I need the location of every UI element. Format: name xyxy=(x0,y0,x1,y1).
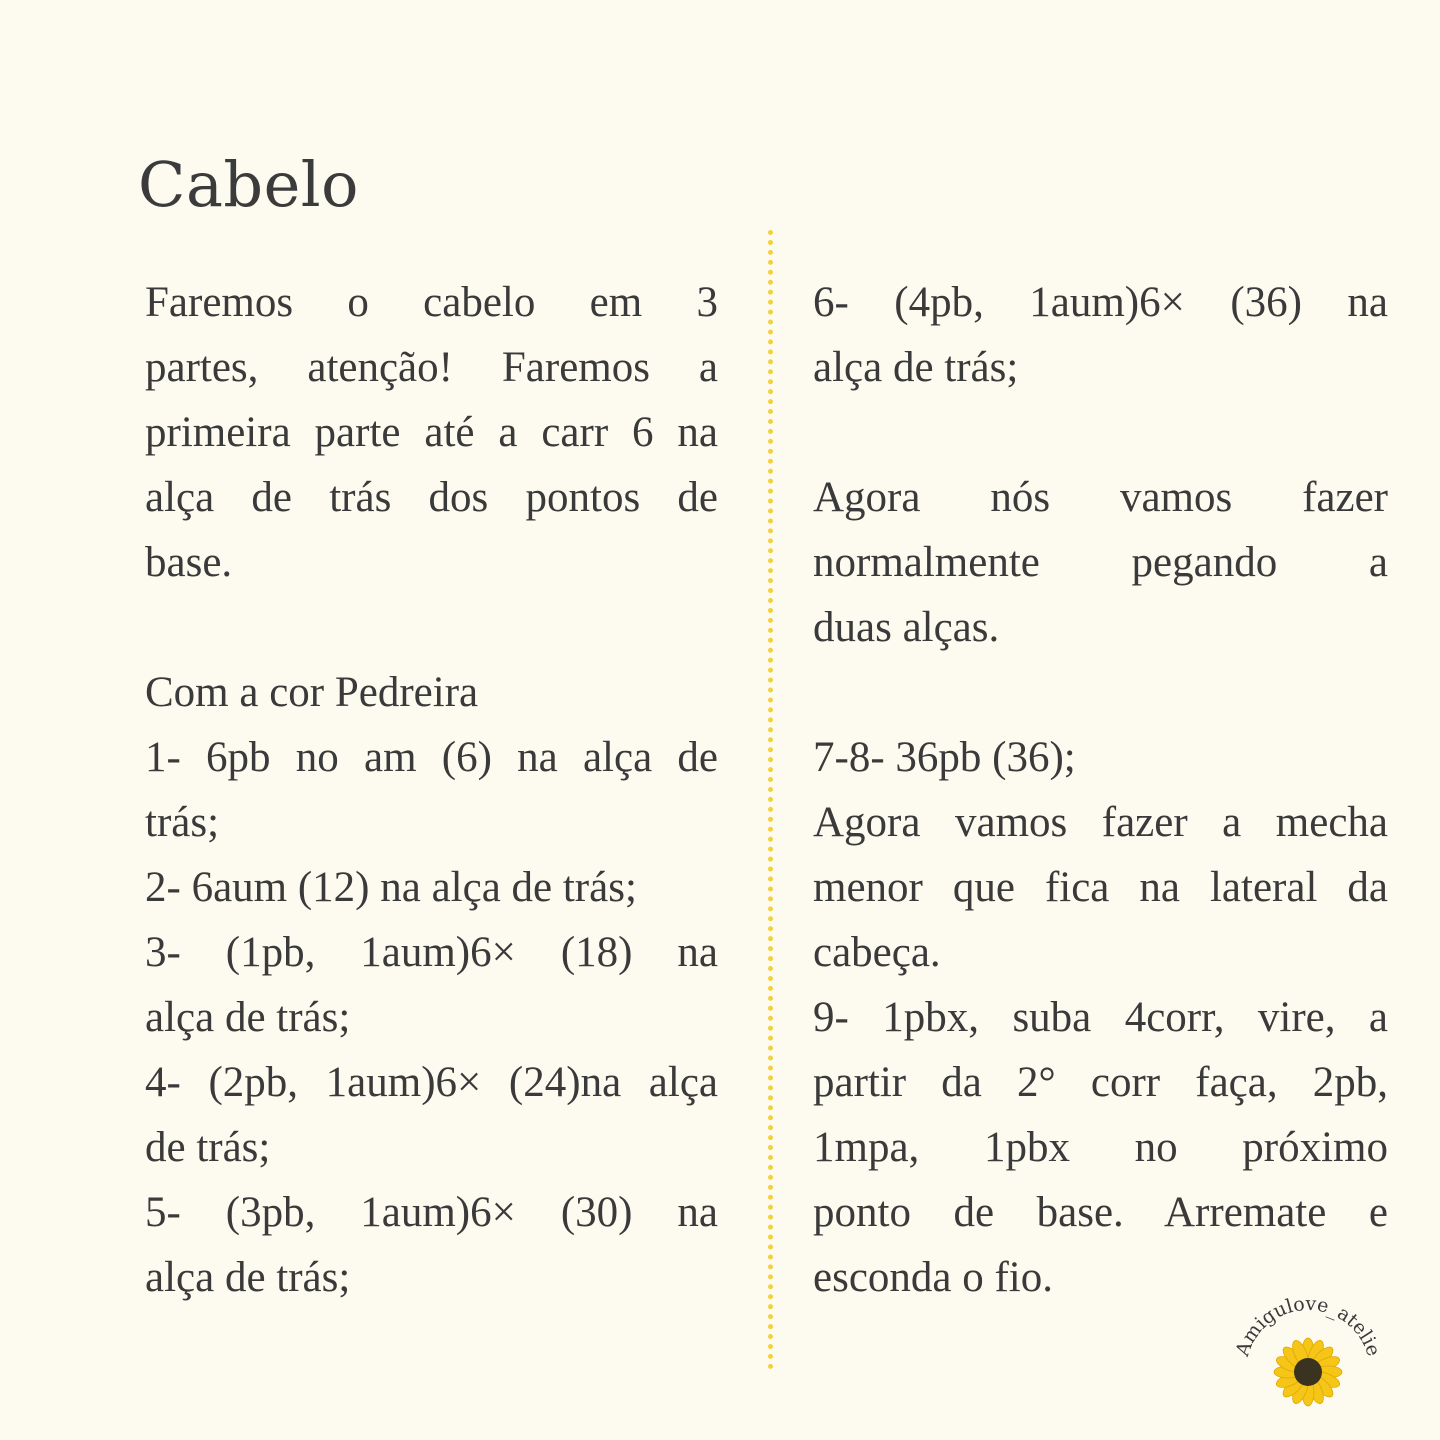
intro-line: base. xyxy=(145,539,233,586)
note-line: Agora nós vamos fazer xyxy=(813,474,1388,521)
intro-paragraph xyxy=(145,270,718,595)
watermark-text: Amigulove_atelie xyxy=(1231,1292,1385,1359)
note-line: normalmente pegando a xyxy=(813,539,1388,586)
intro-line: alça de trás dos pontos de xyxy=(145,474,718,521)
round-5-line: alça de trás; xyxy=(145,1254,351,1301)
left-column xyxy=(145,270,718,1310)
note-line: duas alças. xyxy=(813,604,1000,651)
round-6-line: alça de trás; xyxy=(813,344,1019,391)
column-divider xyxy=(768,230,773,1370)
mecha-line: menor que fica na lateral da xyxy=(813,864,1388,911)
mecha-line: Agora vamos fazer a mecha xyxy=(813,799,1388,846)
round-5-line: 5- (3pb, 1aum)6× (30) na xyxy=(145,1189,718,1236)
color-label: Com a cor Pedreira xyxy=(145,669,479,716)
round-4-line: 4- (2pb, 1aum)6× (24)na alça xyxy=(145,1059,718,1106)
round-4-line: de trás; xyxy=(145,1124,271,1171)
round-7-8-line: 7-8- 36pb (36); xyxy=(813,734,1076,781)
right-column xyxy=(813,270,1388,1310)
round-9-line: partir da 2° corr faça, 2pb, xyxy=(813,1059,1388,1106)
intro-line: Faremos o cabelo em 3 xyxy=(145,279,718,326)
round-9-line: esconda o fio. xyxy=(813,1254,1054,1301)
round-9-line: 1mpa, 1pbx no próximo xyxy=(813,1124,1388,1171)
mecha-line: cabeça. xyxy=(813,929,941,976)
intro-line: primeira parte até a carr 6 na xyxy=(145,409,718,456)
spacer xyxy=(813,400,1388,465)
round-3-line: alça de trás; xyxy=(145,994,351,1041)
sunflower-center xyxy=(1294,1358,1322,1386)
round-6-line: 6- (4pb, 1aum)6× (36) na xyxy=(813,279,1388,326)
spacer xyxy=(813,660,1388,725)
round-9-line: ponto de base. Arremate e xyxy=(813,1189,1388,1236)
sunflower-logo xyxy=(1228,1290,1388,1410)
round-1-line: trás; xyxy=(145,799,220,846)
round-2-line: 2- 6aum (12) na alça de trás; xyxy=(145,864,637,911)
round-9-line: 9- 1pbx, suba 4corr, vire, a xyxy=(813,994,1388,1041)
spacer xyxy=(145,595,718,660)
round-3-line: 3- (1pb, 1aum)6× (18) na xyxy=(145,929,718,976)
page-title: Cabelo xyxy=(138,148,359,221)
intro-line: partes, atenção! Faremos a xyxy=(145,344,718,391)
round-1-line: 1- 6pb no am (6) na alça de xyxy=(145,734,718,781)
